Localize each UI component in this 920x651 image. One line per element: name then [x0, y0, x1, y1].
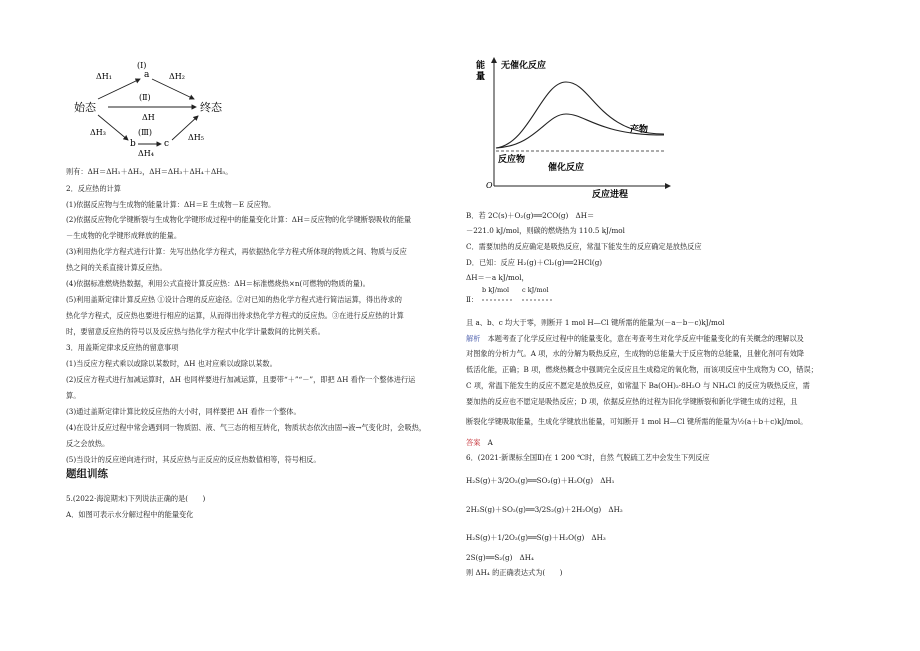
diagram-start: 始态: [74, 101, 96, 114]
energy-catalyzed-label: 催化反应: [548, 163, 585, 173]
calc-item-4: (4)依据标准燃烧热数据，利用公式直接计算反应热：ΔH＝标准燃烧热×n(可燃物的物质的量)。: [66, 279, 370, 288]
arrow-a-end: [152, 79, 194, 99]
option-d-line2: ΔH＝－a kJ/mol，: [466, 273, 529, 282]
heading-calc: 2．反应热的计算: [66, 184, 121, 193]
uncatalyzed-curve: [496, 82, 664, 148]
energy-product-label: 产物: [630, 125, 649, 135]
question-6-end: 则 ΔH₄ 的正确表达式为( ): [466, 568, 563, 577]
answer-line: [466, 438, 493, 447]
calc-item-5c: 时，要留意反应热的符号以及反应热与热化学方程式中化学计量数间的比例关系。: [66, 327, 325, 336]
bond-energy-scheme: [466, 286, 616, 310]
diagram-end: 终态: [200, 101, 222, 114]
diagram-node-c: c: [164, 139, 170, 149]
diagram-route3: (Ⅲ): [138, 128, 152, 137]
diagram-route1: (Ⅰ): [137, 61, 147, 70]
option-c: C．需要加热的反应确定是吸热反应，常温下能发生的反应确定是放热反应: [466, 242, 702, 251]
diagram-dh4: ΔH₄: [138, 149, 154, 158]
reaction-2: 2H₂S(g)＋SO₂(g)══3/2S₂(g)＋2H₂O(g) ΔH₂: [466, 505, 623, 514]
calc-item-1: (1)依据反应物与生成物的能量计算：ΔH＝E 生成物－E 反应物。: [66, 200, 276, 209]
energy-xlabel: 反应进程: [592, 190, 629, 200]
calc-item-2b: －生成物的化学键形成释放的能量。: [66, 231, 182, 240]
note-2b: 算。: [66, 391, 81, 400]
note-1: (1)当反应方程式乘以或除以某数时，ΔH 也对应乘以或除以某数。: [66, 359, 277, 368]
calc-item-5a: (5)利用盖斯定律计算反应热 ①设计合理的反应途径。②对已知的热化学方程式进行简洁运算，得出待求的: [66, 295, 402, 304]
energy-ylabel-2: 量: [476, 72, 486, 82]
answer-value: A: [487, 438, 493, 447]
energy-curve-uncatalyzed-label: 无催化反应: [501, 61, 547, 71]
note-4b: 反之会放热。: [66, 439, 110, 448]
analysis-line4: C 项，常温下能发生的反应不愿定是放热反应，如常温下 Ba(OH)₂·8H₂O 与 NH₄Cl 的反应为吸热反应，需: [466, 381, 810, 390]
section-title: 题组训练: [66, 468, 108, 480]
option-d-line1: D．已知：反应 H₂(g)＋Cl₂(g)══2HCl(g): [466, 258, 603, 267]
diagram-dh1: ΔH₁: [96, 72, 112, 81]
analysis-label: 解析: [466, 334, 481, 343]
diagram-node-a: a: [144, 70, 150, 80]
reaction-3: H₂S(g)＋1/2O₂(g)══S(g)＋H₂O(g) ΔH₃: [466, 533, 606, 542]
energy-diagram: [474, 54, 674, 199]
energy-ylabel-1: 能: [476, 61, 486, 71]
arrow-start-a: [98, 79, 140, 99]
option-d-line4: 且 a、b、c 均大于零，则断开 1 mol H—Cl 键所需的能量为(－a－b－c)kJ/mol: [466, 318, 725, 327]
analysis-line5: 要加热的反应也不愿定是吸热反应；D 项，依据反应热的过程为旧化学键断裂和新化学键生成的过程，且: [466, 397, 798, 406]
energy-reactant-label: 反应物: [498, 155, 526, 165]
calc-item-2a: (2)依据反应物化学键断裂与生成物化学键形成过程中的能量变化计算：ΔH＝反应物的化学键断裂吸收的能量: [66, 215, 412, 224]
option-b-line2: －221.0 kJ/mol，则碳的燃烧热为 110.5 kJ/mol: [466, 226, 625, 235]
hess-relation: 则有：ΔH＝ΔH₁＋ΔH₂，ΔH＝ΔH₃＋ΔH₄＋ΔH₅。: [66, 167, 233, 176]
note-4a: (4)在设计反应过程中常会遇到同一物质固、液、气三态的相互转化，物质状态依次由固→液→气变化时，会吸热，: [66, 423, 427, 432]
diagram-dh2: ΔH₂: [169, 72, 185, 81]
analysis-line1: [466, 334, 804, 343]
note-3: (3)通过盖斯定律计算比较反应热的大小时，同样要把 ΔH 看作一个整体。: [66, 407, 301, 416]
calc-item-5b: 热化学方程式，反应热也要进行相应的运算，从而得出待求热化学方程式的反应热。③在进行反应热的计算: [66, 311, 404, 320]
hess-law-diagram: [68, 60, 258, 160]
diagram-dh: ΔH: [142, 113, 155, 122]
question-6: 6．(2021·新课标全国Ⅱ)在 1 200 ℃时，自然 气脱硫工艺中会发生下列反应: [466, 453, 710, 462]
diagram-route2: (Ⅱ): [139, 93, 151, 102]
bond-energy-c: c kJ/mol: [522, 286, 549, 294]
reaction-1: H₂S(g)＋3/2O₂(g)══SO₂(g)＋H₂O(g) ΔH₁: [466, 476, 615, 485]
analysis-line6: 断裂化学键吸取能量，生成化学键放出能量，可知断开 1 mol H—Cl 键所需的能量为½(a＋b＋c)kJ/mol。: [466, 417, 808, 426]
bond-energy-b: b kJ/mol: [482, 286, 510, 294]
diagram-dh3: ΔH₃: [90, 128, 106, 137]
answer-label: 答案: [466, 438, 481, 447]
diagram-node-b: b: [130, 139, 136, 149]
bond-scheme-lhs: Ⅱ：: [466, 295, 479, 304]
reaction-4: 2S(g)══S₂(g) ΔH₄: [466, 553, 534, 562]
analysis-line2: 对图象的分析力气。A 项，水的分解为吸热反应，生成物的总能量大于反应物的总能量，且催化剂可有效降: [466, 349, 805, 358]
energy-origin: O: [486, 181, 493, 190]
option-b-line1: B．若 2C(s)＋O₂(g)══2CO(g) ΔH＝: [466, 211, 595, 220]
note-2a: (2)反应方程式进行加减运算时，ΔH 也同样要进行加减运算，且要带“＋”“－”，即把 ΔH 看作一个整体进行运: [66, 375, 416, 384]
bond-arrows: [478, 295, 578, 305]
analysis-text-1: 本题考查了化学反应过程中的能量变化，意在考查考生对化学反应中能量变化的有关概念的理解以及: [487, 334, 804, 343]
question-5: 5.(2022·海淀期末)下列说法正确的是( ): [66, 494, 206, 503]
diagram-dh5: ΔH₅: [188, 133, 204, 142]
calc-item-3b: 热之间的关系直接计算反应热。: [66, 263, 167, 272]
analysis-line3: 低活化能，正确；B 项，燃烧热概念中强调完全反应且生成稳定的氧化物，而该项反应中生成物为 CO，错误；: [466, 365, 818, 374]
heading-notes: 3．用盖斯定律求反应热的留意事项: [66, 343, 179, 352]
calc-item-3a: (3)利用热化学方程式进行计算：先写出热化学方程式，再依据热化学方程式所体现的物质之间、物质与反应: [66, 247, 407, 256]
note-5: (5)当设计的反应逆向进行时，其反应热与正反应的反应热数值相等，符号相反。: [66, 455, 321, 464]
question-5-option-a: A．如图可表示水分解过程中的能量变化: [66, 510, 194, 519]
